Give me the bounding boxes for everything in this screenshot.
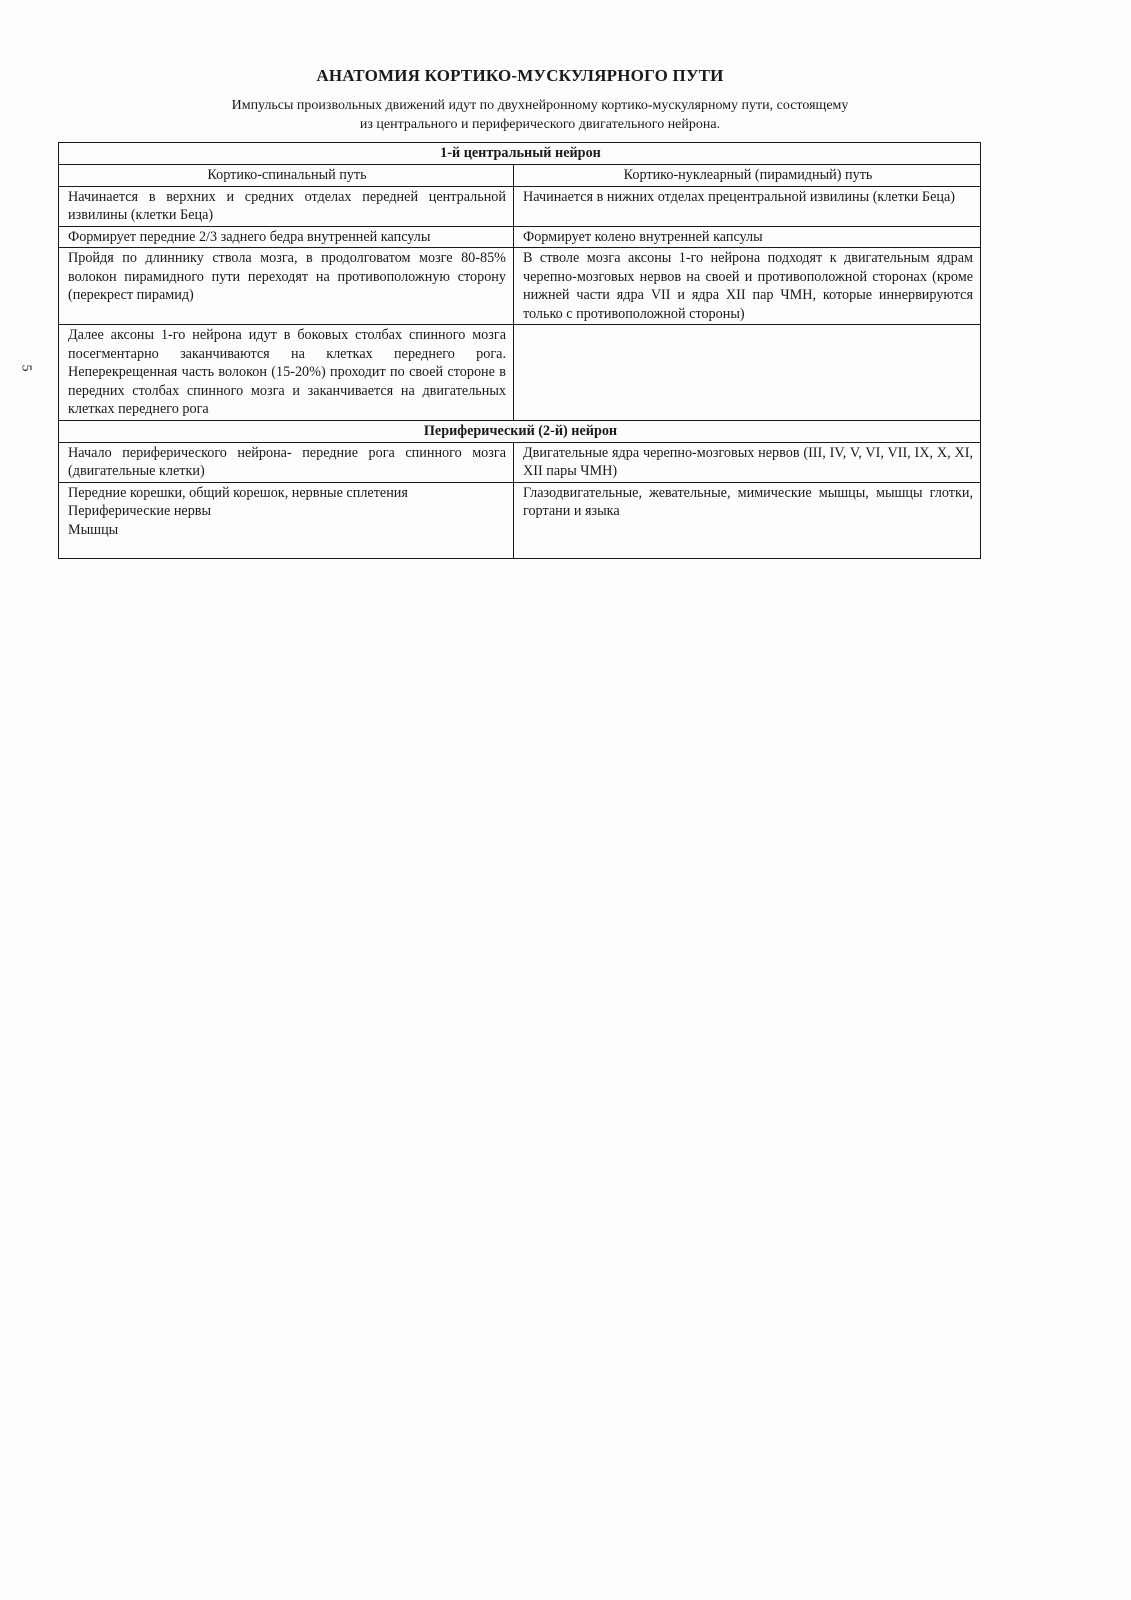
list-item: Мышцы [68,521,119,538]
table-cell: Глазодвигательные, жевательные, мимические мышцы, мышцы глотки, гортани и языка [514,482,981,558]
section-row-central [59,143,981,165]
table-row-last [59,482,981,558]
table-cell: Начинается в верхних и средних отделах передней центральной извилины (клетки Беца) [59,186,514,226]
table-row [59,226,981,248]
document-title: АНАТОМИЯ КОРТИКО-МУСКУЛЯРНОГО ПУТИ [316,66,724,85]
intro-text [150,96,930,134]
intro-line-1: Импульсы произвольных движений идут по двухнейронному кортико-мускулярному пути, состоящему [231,98,849,113]
section-header-peripheral-neuron: Периферический (2-й) нейрон [59,420,981,442]
table-cell [59,482,514,558]
table-cell: Пройдя по длиннику ствола мозга, в продолговатом мозге 80-85% волокон пирамидного пути переходят на противоположную сторону (перекрест пирамид) [59,248,514,325]
table-row [59,442,981,482]
table-cell: Далее аксоны 1-го нейрона идут в боковых столбах спинного мозга посегментарно заканчиваются на клетках переднего рога. Неперекрещенная часть волокон (15-20%) проходит по своей стороне в передних столбах спинного мозга и заканчивается на двигательных клетках переднего рога [59,325,514,421]
intro-line-2: из центрального и периферического двигательного нейрона. [359,117,721,132]
subheader-row [59,165,981,187]
section-header-central-neuron: 1-й центральный нейрон [59,143,981,165]
table-row [59,325,981,421]
list-item: Периферические нервы [68,503,212,519]
table-cell: Формирует передние 2/3 заднего бедра внутренней капсулы [59,226,514,248]
table-row [59,248,981,325]
table-cell-empty [514,325,981,421]
table-cell: Формирует колено внутренней капсулы [514,226,981,248]
table-cell: Начало периферического нейрона- передние рога спинного мозга (двигательные клетки) [59,442,514,482]
table-cell: В стволе мозга аксоны 1-го нейрона подходят к двигательным ядрам черепно-мозговых нервов на своей и противоположной сторонах (кроме нижней части ядра VII и ядра XII пар ЧМН, которые иннервируются только с противоположной стороны) [514,248,981,325]
table-cell: Начинается в нижних отделах прецентральной извилины (клетки Беца) [514,186,981,226]
column-header-corticonuclear: Кортико-нуклеарный (пирамидный) путь [514,165,981,187]
table-cell: Двигательные ядра черепно-мозговых нервов (III, IV, V, VI, VII, IX, X, XI, XII пары ЧМН) [514,442,981,482]
table-row [59,186,981,226]
column-header-corticospinal: Кортико-спинальный путь [59,165,514,187]
page-number: 5 [18,364,34,372]
list-item: Передние корешки, общий корешок, нервные сплетения [68,484,408,501]
section-row-peripheral [59,420,981,442]
pathway-table [58,142,981,559]
